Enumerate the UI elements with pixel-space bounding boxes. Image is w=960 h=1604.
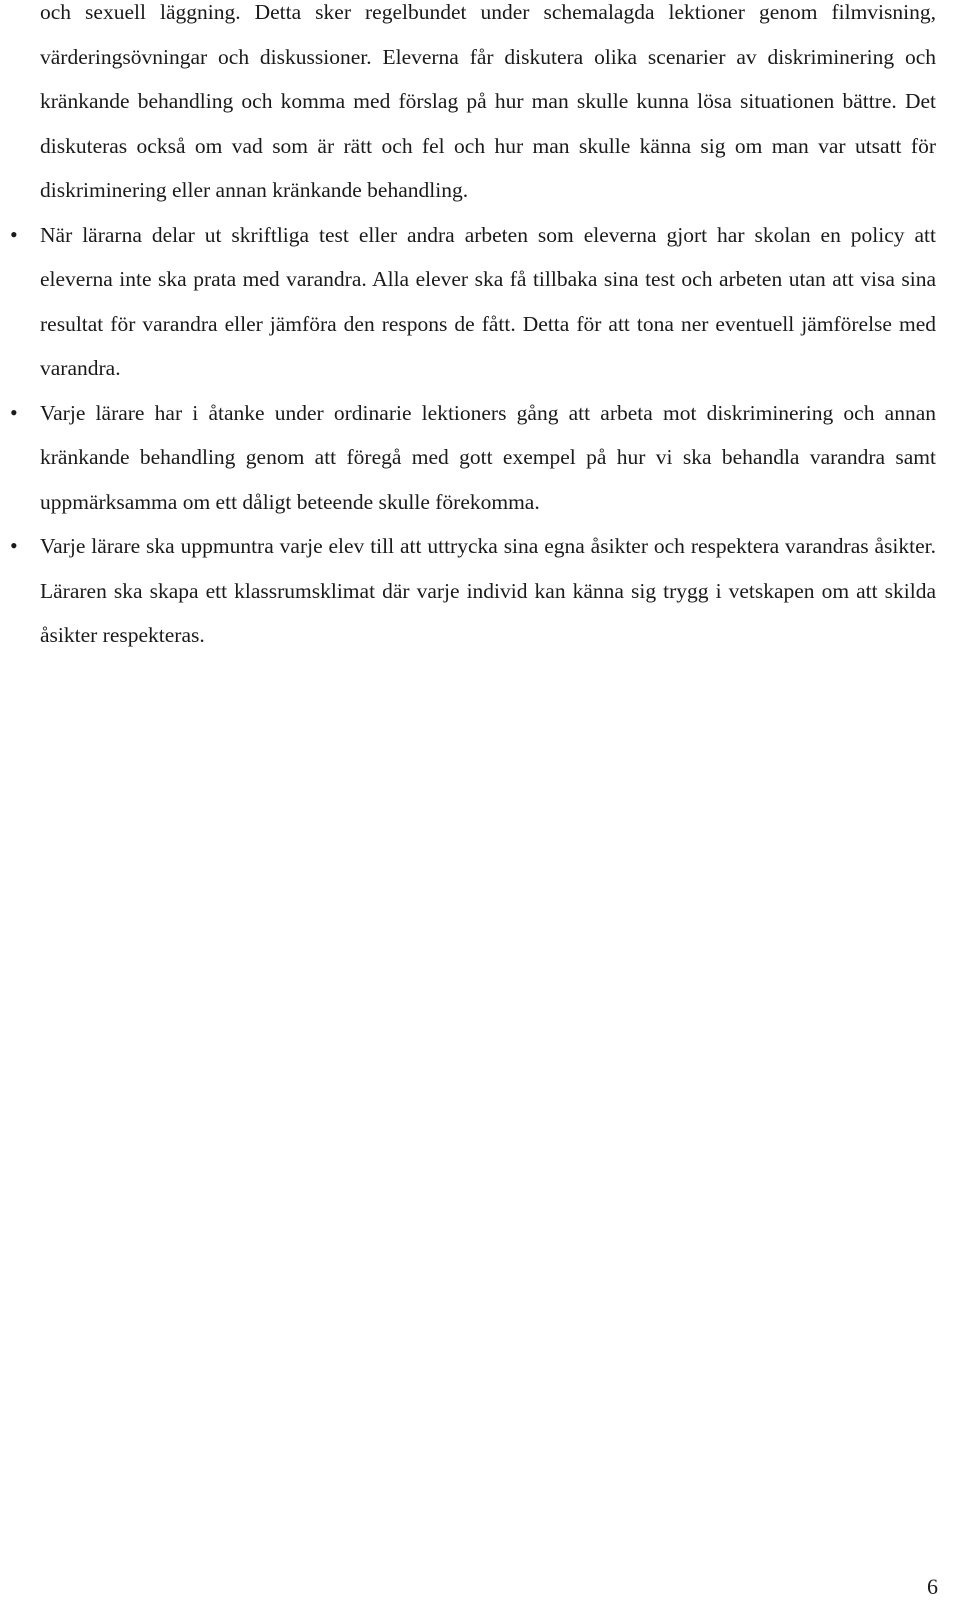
list-item [10,391,936,525]
list-item [10,213,936,391]
list-item-text: Varje lärare ska uppmuntra varje elev till att uttrycka sina egna åsikter och respektera varandras åsikter. Läraren ska skapa ett klassrumsklimat där varje individ kan känna sig trygg i vetskapen om att skilda åsikter respekteras. [40,534,936,647]
list-item [10,524,936,658]
bullet-icon: • [10,533,18,558]
list-item-text: När lärarna delar ut skriftliga test eller andra arbeten som eleverna gjort har skolan en policy att eleverna inte ska prata med varandra. Alla elever ska få tillbaka sina test och arbeten utan att visa sina resultat för varandra eller jämföra den respons de fått. Detta för att tona ner eventuell jämförelse med varandra. [40,222,936,380]
page-number: 6 [927,1574,938,1599]
bullet-icon: • [10,221,18,247]
bullet-icon: • [10,399,18,425]
continuation-paragraph: och sexuell läggning. Detta sker regelbundet under schemalagda lektioner genom filmvisning, värderingsövningar och diskussioner. Eleverna får diskutera olika scenarier av diskriminering och kränkande behandling och komma med förslag på hur man skulle kunna lösa situationen bättre. Det diskuteras också om vad som är rätt och fel och hur man skulle känna sig om man var utsatt för diskriminering eller annan kränkande behandling. [40,0,936,202]
document-body [10,0,936,658]
bullet-list [10,213,936,658]
list-item-text: Varje lärare har i åtanke under ordinarie lektioners gång att arbeta mot diskriminering och annan kränkande behandling genom att föregå med gott exempel på hur vi ska behandla varandra samt uppmärksamma om ett dåligt beteende skulle förekomma. [40,400,936,514]
